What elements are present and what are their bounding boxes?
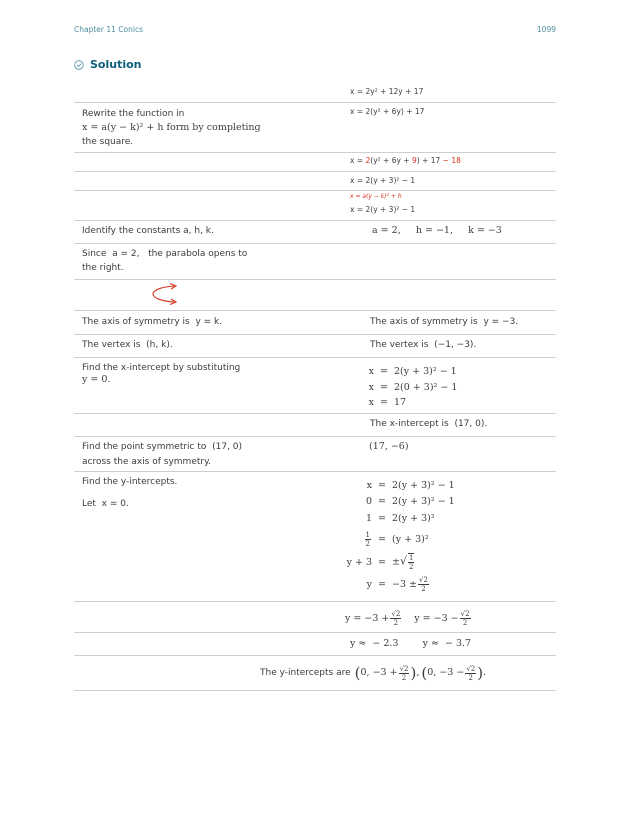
eq-op: = — [378, 556, 386, 568]
eq-op: = — [380, 396, 388, 408]
eq-part-red: 2 — [365, 156, 371, 165]
let-x-zero: Let x = 0. — [82, 499, 129, 509]
eq-lhs: x — [368, 365, 374, 377]
solution-heading — [74, 58, 142, 71]
eq-part: (y² + 6y + — [370, 156, 412, 165]
step1-text-line1: Rewrite the function in — [82, 109, 185, 119]
rule — [74, 310, 556, 311]
eq-prefix: y = −3 − — [414, 612, 459, 624]
fraction — [418, 576, 429, 593]
rule — [74, 334, 556, 335]
symmetric-point: (17, −6) — [369, 441, 409, 452]
eq-part: x = — [350, 156, 366, 165]
y-values — [345, 609, 472, 627]
page-number: 1099 — [536, 25, 556, 34]
step1-text-line2: x = a(y − k)² + h form by completing — [82, 122, 261, 133]
rule — [74, 357, 556, 358]
comma: , — [416, 667, 420, 678]
eq-lhs: 0 — [365, 495, 372, 507]
frac-den: 2 — [408, 563, 414, 571]
fraction — [465, 665, 476, 682]
frac-num: √2 — [391, 609, 401, 618]
rule — [74, 690, 556, 691]
rule — [74, 279, 556, 280]
frac-num: 1 — [365, 530, 370, 539]
rule — [74, 413, 556, 414]
xint-equation — [340, 395, 406, 409]
eq-prefix: −3 ± — [392, 578, 417, 590]
rule — [74, 220, 556, 221]
eq-lhs — [338, 531, 372, 548]
eq-lhs: y — [366, 578, 372, 590]
paren-close: ) — [410, 664, 417, 682]
constants-values: a = 2, h = −1, k = −3 — [372, 225, 502, 236]
yint-equation — [338, 511, 435, 525]
xint-equation — [340, 364, 457, 378]
eq-op: = — [378, 512, 386, 524]
point2: 0, −3 − — [427, 667, 465, 678]
paren-open: ( — [354, 664, 361, 682]
frac-den: 2 — [468, 673, 473, 682]
step1-text-line3: the square. — [82, 137, 134, 147]
period: . — [483, 667, 487, 678]
eq-part-red: − 18 — [442, 156, 461, 165]
eq-rhs: 2(y + 3)² − 1 — [392, 479, 455, 491]
vertex-left-text: The vertex is (h, k). — [82, 340, 173, 350]
paren-open: ( — [421, 664, 428, 682]
step3-equation: x = 2(y + 3)² − 1 — [350, 176, 416, 185]
eq-op: = — [380, 365, 388, 377]
eq-rhs — [392, 553, 415, 571]
eq-rhs: 2(y + 3)² − 1 — [394, 365, 457, 377]
frac-num: 1 — [408, 554, 414, 562]
eq-lhs: x — [368, 381, 374, 393]
step2-equation — [350, 154, 461, 168]
eq-lhs: 1 — [365, 512, 372, 524]
rule — [74, 471, 556, 472]
frac-den: 2 — [393, 618, 399, 627]
final-text: The y-intercepts are — [260, 668, 351, 678]
fraction — [390, 610, 401, 627]
y-approx: y ≈ − 2.3 y ≈ − 3.7 — [350, 638, 472, 649]
fraction — [460, 610, 471, 627]
rule — [74, 190, 556, 191]
frac-den: 2 — [462, 618, 468, 627]
eq-lhs: x — [366, 479, 372, 491]
point1: 0, −3 + — [360, 667, 398, 678]
xint-equation — [340, 380, 457, 394]
eq-op: = — [378, 495, 386, 507]
eq-op: = — [378, 578, 386, 590]
fraction — [399, 665, 410, 682]
check-circle-icon — [74, 60, 84, 70]
rule — [74, 152, 556, 153]
chapter-header: Chapter 11 Conics — [74, 25, 143, 34]
rule — [74, 102, 556, 103]
yint-equation — [338, 478, 455, 492]
eq-rhs: 2(0 + 3)² − 1 — [394, 381, 458, 393]
xint-text-line1: Find the x-intercept by substituting — [82, 363, 241, 373]
given-equation: x = 2y² + 12y + 17 — [350, 87, 424, 96]
rule — [74, 632, 556, 633]
eq-rhs — [392, 576, 430, 593]
sym-text-line2: across the axis of symmetry. — [82, 457, 211, 467]
eq-rhs: 2(y + 3)² — [392, 512, 435, 524]
axis-right-text: The axis of symmetry is y = −3. — [370, 317, 519, 327]
form-label: x = a(y − k)² + h — [350, 193, 402, 200]
vertex-right-text: The vertex is (−1, −3). — [370, 340, 477, 350]
fraction — [408, 553, 414, 571]
parabola-opens-right-icon — [146, 282, 180, 306]
since-text-line2: the right. — [82, 263, 124, 273]
frac-num: √2 — [466, 664, 476, 673]
rule — [74, 171, 556, 172]
xint-text-line2: y = 0. — [82, 374, 111, 385]
pm-sign: ± — [392, 556, 400, 568]
eq-part: ) + 17 — [416, 156, 443, 165]
since-text-line1: Since a = 2, the parabola opens to — [82, 249, 248, 259]
yint-text: Find the y-intercepts. — [82, 477, 178, 487]
eq-op: = — [378, 533, 386, 545]
final-intercepts — [260, 664, 486, 682]
eq-rhs: (y + 3)² — [392, 533, 429, 545]
step4-equation: x = 2(y + 3)² − 1 — [350, 205, 416, 214]
xint-result: The x-intercept is (17, 0). — [370, 419, 488, 429]
eq-part-red: 9 — [411, 156, 417, 165]
yint-equation — [338, 553, 415, 571]
eq-prefix: y = −3 + — [345, 612, 390, 624]
sym-text-line1: Find the point symmetric to (17, 0) — [82, 442, 243, 452]
frac-num: √2 — [418, 575, 428, 584]
fraction — [365, 531, 371, 548]
rule — [74, 655, 556, 656]
frac-num: √2 — [460, 609, 470, 618]
rule — [74, 601, 556, 602]
solution-title: Solution — [90, 58, 142, 71]
eq-op: = — [380, 381, 388, 393]
eq-rhs: 17 — [394, 396, 407, 408]
frac-den: 2 — [421, 584, 426, 593]
frac-num: √2 — [399, 664, 409, 673]
sqrt-sign: √ — [399, 554, 407, 568]
yint-equation — [338, 494, 455, 508]
yint-equation — [338, 530, 429, 548]
eq-lhs: y + 3 — [346, 556, 372, 568]
eq-op: = — [378, 479, 386, 491]
axis-left-text: The axis of symmetry is y = k. — [82, 317, 223, 327]
paren-close: ) — [477, 664, 484, 682]
identify-text: Identify the constants a, h, k. — [82, 226, 214, 236]
frac-den: 2 — [365, 539, 370, 548]
rule — [74, 243, 556, 244]
frac-den: 2 — [401, 673, 407, 682]
eq-rhs: 2(y + 3)² − 1 — [392, 495, 455, 507]
rule — [74, 436, 556, 437]
eq-lhs: x — [368, 396, 374, 408]
step1-equation: x = 2(y² + 6y) + 17 — [350, 107, 425, 116]
yint-equation — [338, 575, 430, 593]
